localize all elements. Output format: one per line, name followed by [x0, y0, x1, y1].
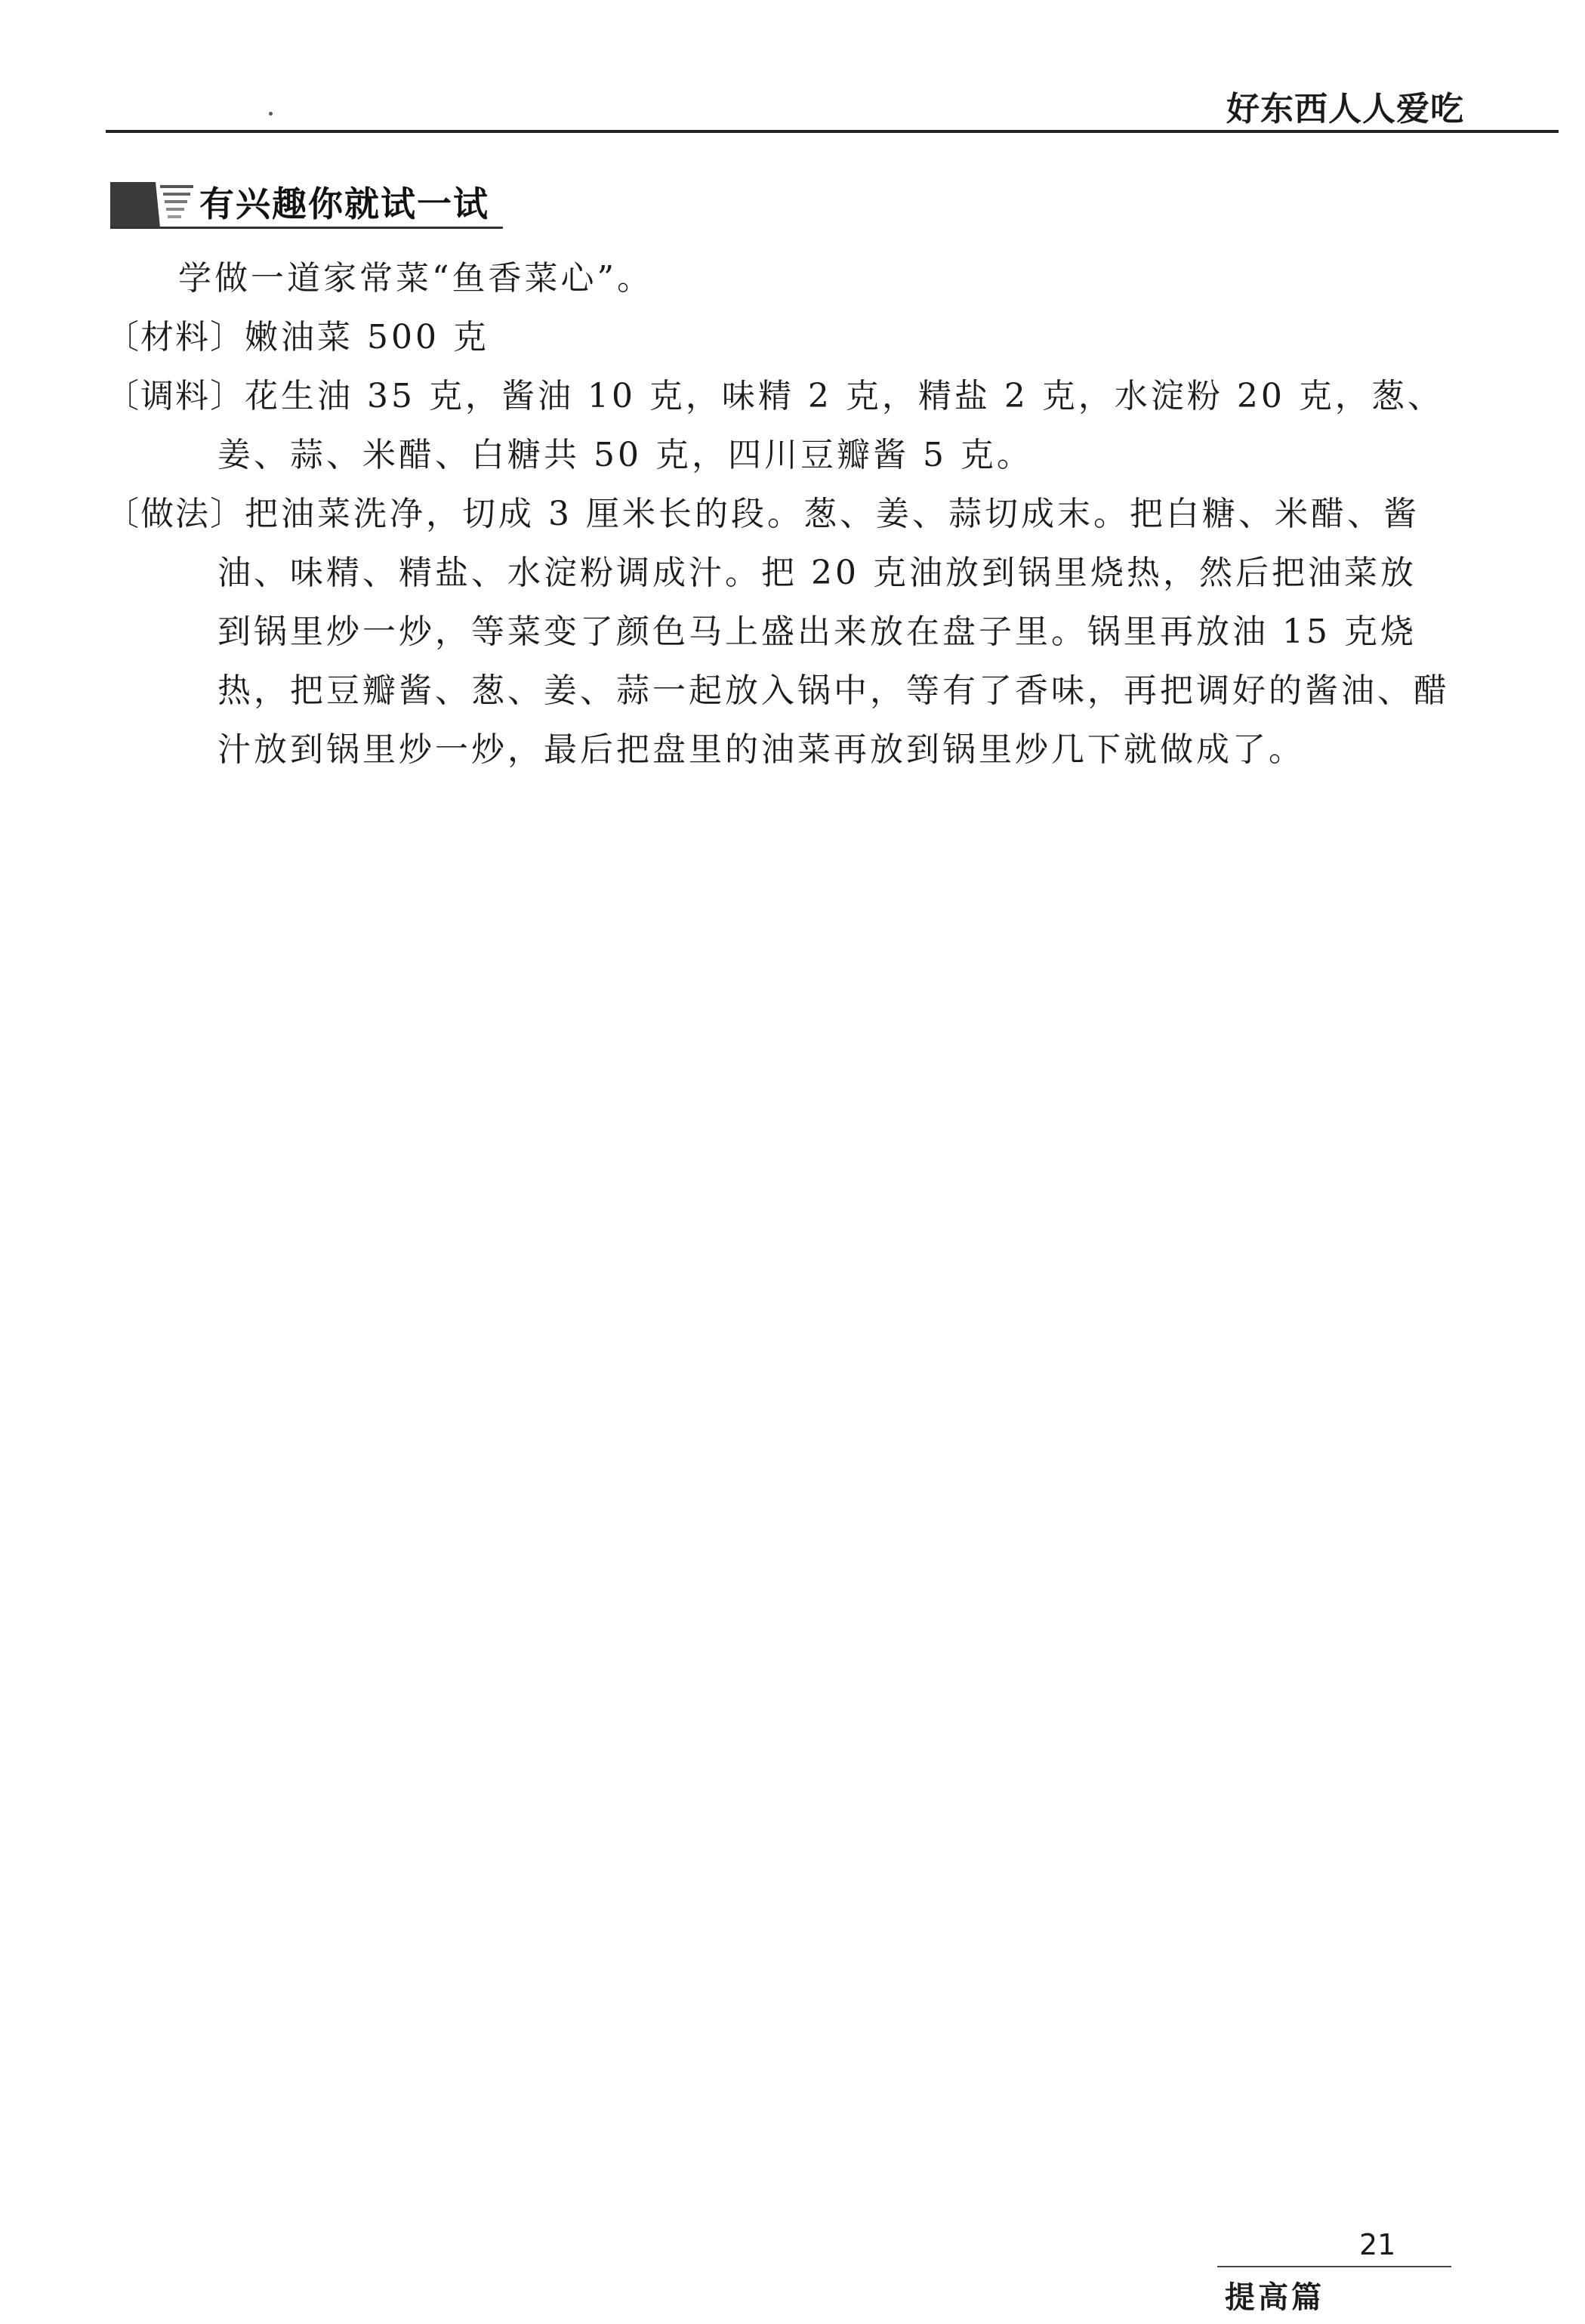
- recipe-intro: 学做一道家常菜“鱼香菜心”。: [178, 259, 653, 298]
- header-rule: [106, 130, 1559, 133]
- heading-stripe-icon: [110, 182, 195, 227]
- section-heading-text: 有兴趣你就试一试: [199, 184, 489, 224]
- section-heading: [110, 181, 489, 228]
- seasonings-label: 〔调料〕: [106, 377, 245, 415]
- recipe-body: [106, 249, 1450, 779]
- part-name: 提高篇: [1225, 2279, 1324, 2315]
- method-label: 〔做法〕: [106, 495, 245, 533]
- ingredients-text: 嫩油菜 500 克: [245, 318, 489, 356]
- recipe-item-method: [106, 485, 1450, 779]
- page-number: 21: [1359, 2228, 1396, 2261]
- section-heading-underline: [110, 227, 503, 229]
- footer-rule: [1217, 2266, 1451, 2267]
- running-head-title: 好东西人人爱吃: [1226, 90, 1464, 128]
- scan-speck: [269, 112, 273, 116]
- recipe-item-seasonings: [106, 367, 1450, 485]
- recipe-item-ingredients: [106, 308, 1450, 367]
- method-text: 把油菜洗净，切成 3 厘米长的段。葱、姜、蒜切成末。把白糖、米醋、酱油、味精、精盐、水淀粉调成汁。把 20 克油放到锅里烧热，然后把油菜放到锅里炒一炒，等菜变了颜色马上盛出来放在盘子里。锅里再放油 15 克烧热，把豆瓣酱、葱、姜、蒜一起放入锅中，等有了香味，再把调好的酱油、醋汁放到锅里炒一炒，最后把盘里的油菜再放到锅里炒几下就做成了。: [217, 495, 1450, 769]
- seasonings-text: 花生油 35 克，酱油 10 克，味精 2 克，精盐 2 克，水淀粉 20 克，葱、姜、蒜、米醋、白糖共 50 克，四川豆瓣酱 5 克。: [217, 377, 1444, 474]
- ingredients-label: 〔材料〕: [106, 318, 245, 356]
